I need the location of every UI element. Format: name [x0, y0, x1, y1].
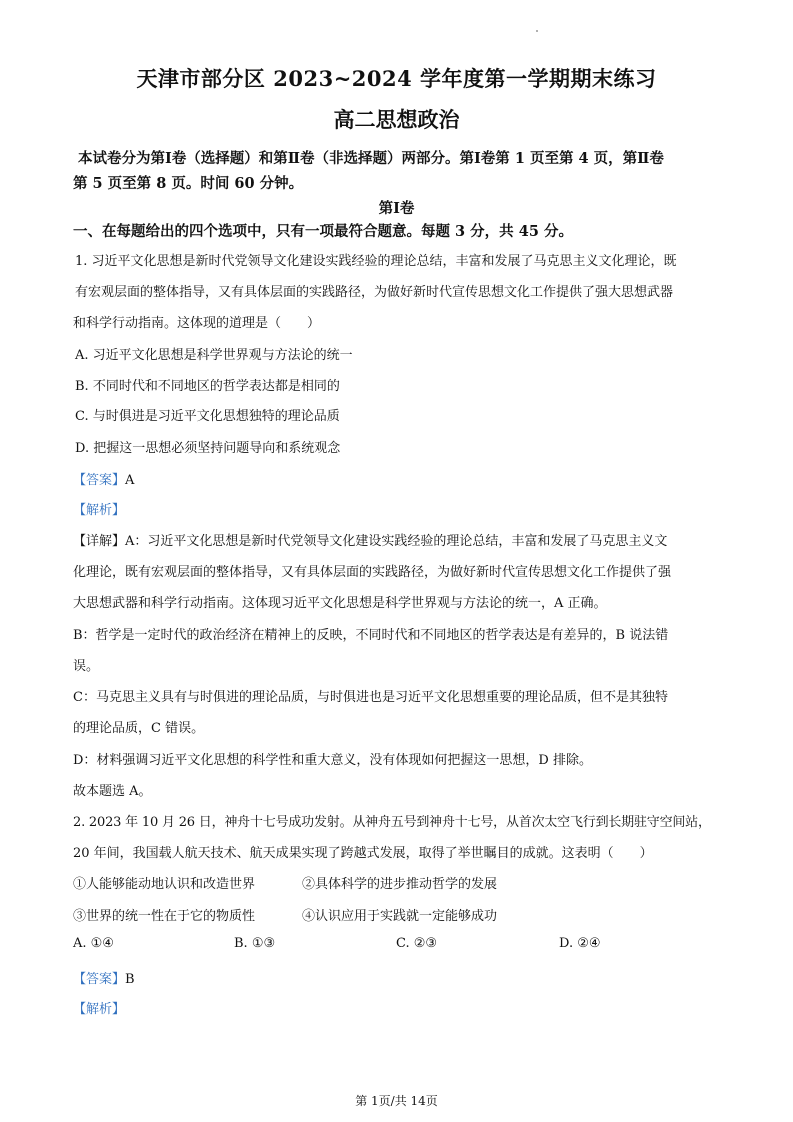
q2-stem-line-2: 20 年间，我国载人航天技术、航天成果实现了跨越式发展，取得了举世瞩目的成就。这表明（ ）: [73, 846, 653, 861]
q1-analysis-tag: 【解析】: [73, 503, 126, 518]
q2-stem-line-1: 2. 2023 年 10 月 26 日，神舟十七号成功发射。从神舟五号到神舟十七号，从首次太空飞行到长期驻守空间站，: [73, 815, 711, 830]
q2-choice-d: D. ②④: [559, 936, 601, 951]
q1-stem-line-3: 和科学行动指南。这体现的道理是（ ）: [73, 316, 321, 331]
q1-option-d: D. 把握这一思想必须坚持问题导向和系统观念: [75, 441, 341, 456]
q1-option-a: A. 习近平文化思想是科学世界观与方法论的统一: [75, 348, 353, 363]
q1-detail-line-1: 【详解】A：习近平文化思想是新时代党领导文化建设实践经验的理论总结，丰富和发展了马克思主义文: [73, 534, 668, 549]
q1-option-b: B. 不同时代和不同地区的哲学表达都是相同的: [75, 379, 340, 394]
q1-detail-line-3: 大思想武器和科学行动指南。这体现习近平文化思想是科学世界观与方法论的统一，A 正确。: [73, 596, 607, 611]
section-instruction: 一、在每题给出的四个选项中，只有一项最符合题意。每题 3 分，共 45 分。: [73, 223, 573, 240]
answer-value: A: [125, 473, 135, 488]
q1-detail-line-6: C：马克思主义具有与时俱进的理论品质，与时俱进也是习近平文化思想重要的理论品质，但不是其独特: [73, 690, 668, 705]
q1-answer: [73, 469, 134, 488]
q2-statement-2: ②具体科学的进步推动哲学的发展: [302, 877, 498, 892]
intro-line-2: 第 5 页至第 8 页。时间 60 分钟。: [73, 175, 304, 192]
q2-statement-3: ③世界的统一性在于它的物质性: [73, 909, 256, 924]
q1-option-c: C. 与时俱进是习近平文化思想独特的理论品质: [75, 409, 340, 424]
q1-stem-line-1: 1. 习近平文化思想是新时代党领导文化建设实践经验的理论总结，丰富和发展了马克思主义文化理论，既: [75, 254, 677, 269]
q1-detail-line-5: 误。: [73, 659, 100, 674]
q1-stem-line-2: 有宏观层面的整体指导，又有具体层面的实践路径，为做好新时代宣传思想文化工作提供了强大思想武器: [75, 285, 674, 300]
q2-analysis-tag: 【解析】: [73, 1002, 126, 1017]
q1-detail-line-4: B：哲学是一定时代的政治经济在精神上的反映，不同时代和不同地区的哲学表达是有差异的，B 说法错: [73, 628, 669, 643]
exam-subject: 高二思想政治: [333, 107, 460, 132]
decorative-dot: [536, 30, 538, 32]
q2-statement-1: ①人能够能动地认识和改造世界: [73, 877, 256, 892]
q1-detail-line-9: 故本题选 A。: [73, 784, 152, 799]
q2-answer: [73, 968, 135, 987]
exam-title: 天津市部分区 2023~2024 学年度第一学期期末练习: [136, 66, 657, 91]
q2-statement-4: ④认识应用于实践就一定能够成功: [302, 909, 498, 924]
answer-tag: 【答案】: [73, 473, 126, 488]
q1-detail-line-2: 化理论，既有宏观层面的整体指导，又有具体层面的实践路径，为做好新时代宣传思想文化工作提供了强: [73, 565, 672, 580]
volume-heading: 第Ⅰ卷: [378, 200, 415, 217]
q1-detail-line-7: 的理论品质，C 错误。: [73, 721, 205, 736]
q2-choice-a: A. ①④: [73, 936, 114, 951]
answer-value: B: [125, 972, 135, 987]
intro-line-1: 本试卷分为第Ⅰ卷（选择题）和第Ⅱ卷（非选择题）两部分。第Ⅰ卷第 1 页至第 4 页，第Ⅱ卷: [78, 150, 664, 167]
answer-tag: 【答案】: [73, 972, 126, 987]
q2-choice-b: B. ①③: [234, 936, 276, 951]
q1-detail-line-8: D：材料强调习近平文化思想的科学性和重大意义，没有体现如何把握这一思想，D 排除。: [73, 753, 592, 768]
page-number: 第 1页/共 14页: [355, 1094, 438, 1108]
q2-choice-c: C. ②③: [396, 936, 438, 951]
